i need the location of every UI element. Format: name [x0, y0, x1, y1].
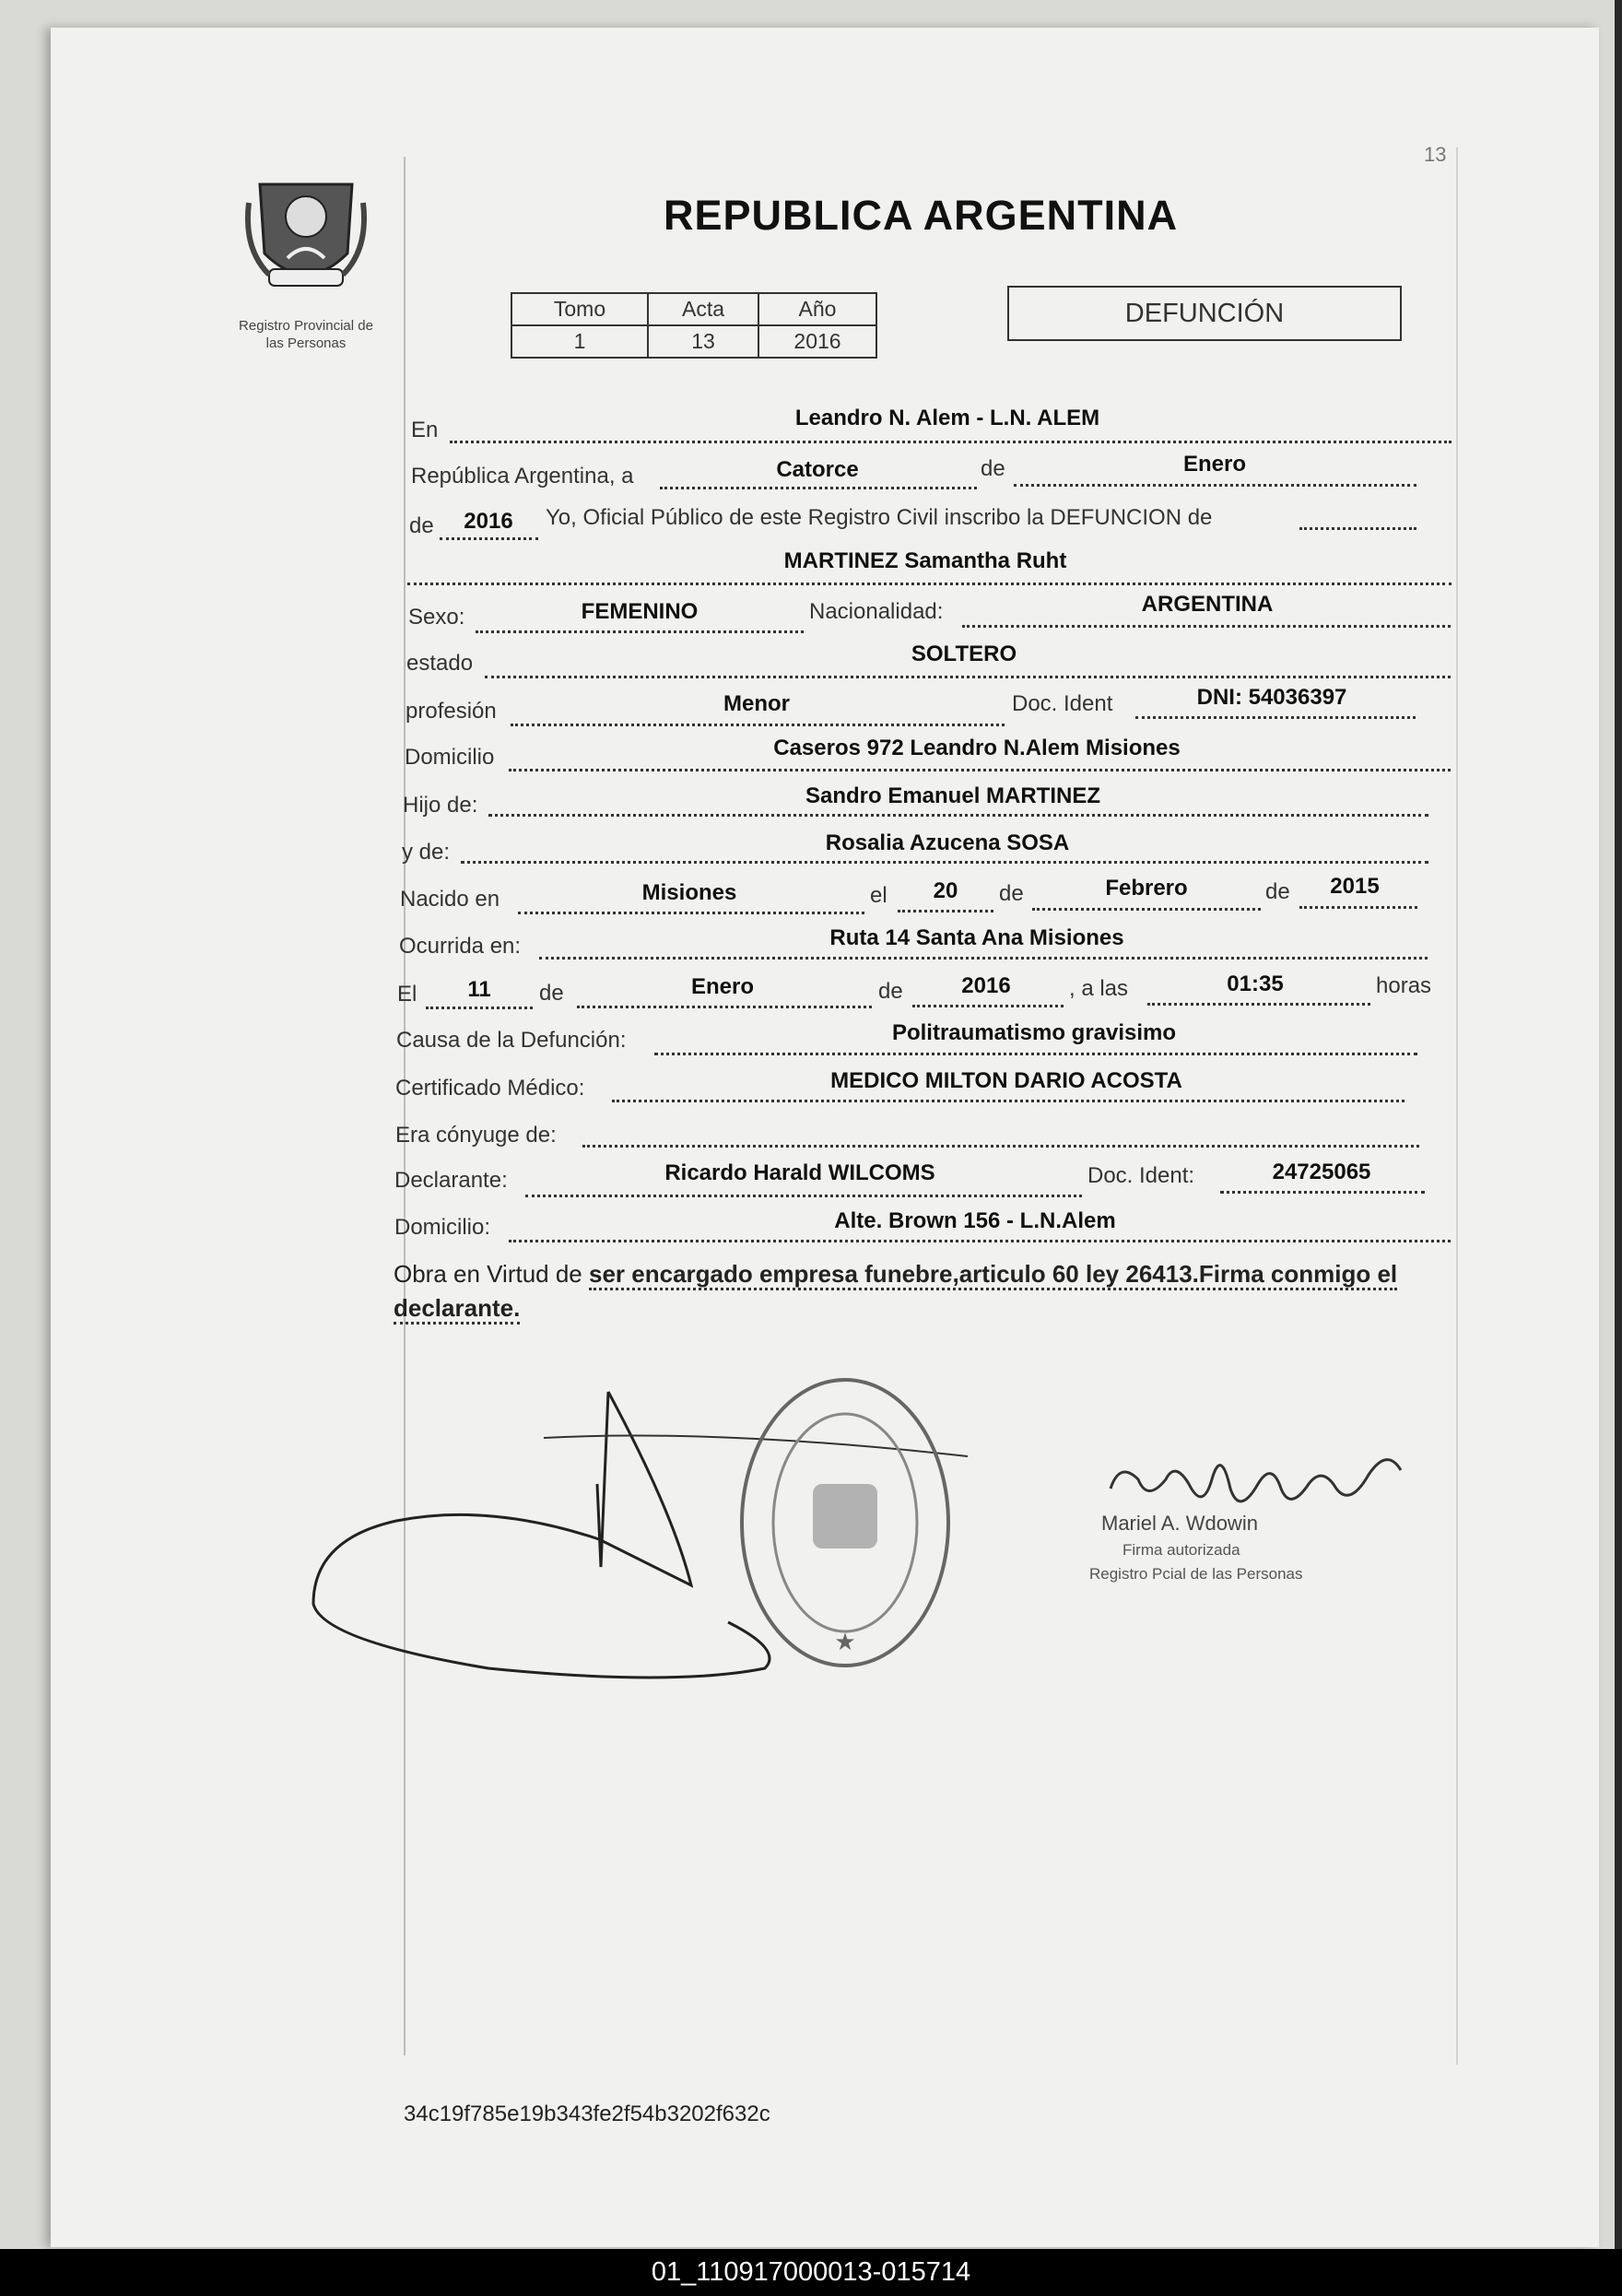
anio-value: 2016 — [758, 325, 876, 358]
record-type-box: DEFUNCIÓN — [1007, 286, 1402, 341]
de-label-2: de — [409, 513, 434, 538]
crest-caption — [214, 317, 398, 352]
sexo-value: FEMENINO — [581, 599, 699, 624]
declarante-value: Ricardo Harald WILCOMS — [664, 1160, 935, 1185]
def-anio-line — [912, 1005, 1064, 1007]
certificado-label: Certificado Médico: — [395, 1076, 585, 1101]
doc2-label: Doc. Ident: — [1087, 1163, 1195, 1188]
en-value: Leandro N. Alem - L.N. ALEM — [794, 406, 1100, 430]
hijo-line — [488, 814, 1428, 817]
de-label-1: de — [981, 456, 1005, 481]
acta-header: Acta — [648, 293, 758, 325]
profesion-line — [511, 724, 1005, 726]
causa-label: Causa de la Defunción: — [396, 1028, 627, 1053]
certificado-value: MEDICO MILTON DARIO ACOSTA — [830, 1068, 1182, 1093]
declarante-line — [525, 1195, 1082, 1197]
obra-text-2: declarante. — [394, 1294, 520, 1325]
domicilio2-label: Domicilio: — [394, 1215, 491, 1240]
signature-name: Mariel A. Wdowin — [1101, 1512, 1258, 1535]
domicilio-value: Caseros 972 Leandro N.Alem Misiones — [773, 736, 1181, 760]
yde-label: y de: — [402, 840, 451, 865]
nac-dia-line — [898, 910, 993, 913]
document-hash: 34c19f785e19b343fe2f54b3202f632c — [404, 2102, 770, 2126]
causa-value: Politraumatismo gravisimo — [891, 1020, 1177, 1045]
el2-label: El — [397, 982, 417, 1007]
domicilio2-line — [509, 1240, 1451, 1242]
document-page — [51, 28, 1599, 2247]
acta-table — [511, 292, 877, 359]
def-hora-line — [1147, 1003, 1370, 1006]
hijo-label: Hijo de: — [403, 793, 478, 818]
domicilio-line — [509, 769, 1451, 771]
conyuge-label: Era cónyuge de: — [395, 1123, 557, 1148]
republica-label: República Argentina, a — [411, 464, 634, 489]
sexo-label: Sexo: — [408, 605, 465, 630]
anio-header: Año — [758, 293, 876, 325]
doc-ident-label: Doc. Ident — [1012, 691, 1113, 716]
def-dia-value: 11 — [467, 977, 491, 1002]
oficial-trailing-line — [1299, 527, 1416, 530]
de-label-4: de — [1265, 879, 1290, 904]
oficial-text: Yo, Oficial Público de este Registro Civil inscribo la DEFUNCION de — [546, 505, 1213, 530]
nac-dia-value: 20 — [933, 878, 958, 903]
def-mes-line — [577, 1006, 872, 1008]
ocurrida-label: Ocurrida en: — [399, 934, 522, 959]
signature-line3: Registro Pcial de las Personas — [1089, 1565, 1303, 1583]
estado-line — [485, 676, 1451, 678]
anio-line — [440, 537, 538, 540]
profesion-value: Menor — [723, 691, 790, 716]
dia-value: Catorce — [776, 457, 859, 482]
sexo-line — [476, 630, 804, 633]
def-mes-value: Enero — [690, 974, 755, 999]
mes-line — [1014, 484, 1416, 487]
official-stamp — [737, 1373, 954, 1673]
nombre-line — [407, 583, 1452, 585]
anio-value: 2016 — [464, 509, 513, 534]
doc-ident-value: DNI: 54036397 — [1196, 685, 1347, 710]
tomo-value: 1 — [511, 325, 648, 358]
domicilio2-value: Alte. Brown 156 - L.N.Alem — [834, 1208, 1116, 1233]
nacionalidad-line — [962, 625, 1451, 628]
yde-value: Rosalia Azucena SOSA — [825, 830, 1070, 855]
doc2-value: 24725065 — [1272, 1160, 1371, 1184]
nac-anio-line — [1299, 906, 1417, 909]
page-number: 13 — [1424, 143, 1447, 166]
domicilio-label: Domicilio — [405, 745, 495, 770]
doc2-line — [1220, 1191, 1425, 1194]
svg-text:★: ★ — [834, 1629, 856, 1656]
deceased-name: MARTINEZ Samantha Ruht — [783, 548, 1067, 573]
crest-caption-line1: Registro Provincial de — [239, 318, 373, 334]
nac-mes-value: Febrero — [1105, 876, 1188, 901]
ocurrida-value: Ruta 14 Santa Ana Misiones — [829, 925, 1124, 950]
de-label-3: de — [999, 881, 1024, 906]
en-line — [450, 441, 1452, 443]
profesion-label: profesión — [406, 699, 497, 724]
nacido-value: Misiones — [641, 880, 737, 905]
conyuge-line — [582, 1145, 1419, 1148]
def-hora-value: 01:35 — [1227, 971, 1284, 996]
mes-value: Enero — [1182, 452, 1247, 477]
obra-prefix: Obra en Virtud de — [394, 1260, 582, 1288]
crest-caption-line2: las Personas — [265, 336, 347, 351]
hijo-value: Sandro Emanuel MARTINEZ — [805, 783, 1101, 808]
nacido-line — [518, 912, 864, 914]
nac-mes-line — [1032, 908, 1261, 911]
nacionalidad-value: ARGENTINA — [1141, 592, 1274, 617]
dia-line — [660, 487, 977, 489]
yde-line — [461, 861, 1428, 864]
acta-value: 13 — [648, 325, 758, 358]
doc-ident-line — [1135, 716, 1416, 719]
alas-label: , a las — [1069, 976, 1129, 1001]
provincial-crest-logo — [241, 166, 370, 304]
el-label: el — [870, 883, 887, 908]
def-anio-value: 2016 — [961, 973, 1011, 998]
de-label-6: de — [878, 979, 903, 1004]
certificado-line — [612, 1100, 1405, 1102]
nacionalidad-label: Nacionalidad: — [809, 599, 944, 624]
causa-line — [654, 1053, 1417, 1055]
en-label: En — [411, 418, 439, 442]
estado-value: SOLTERO — [911, 642, 1017, 666]
right-margin-line — [1456, 147, 1458, 2065]
document-title: REPUBLICA ARGENTINA — [664, 192, 1179, 239]
ocurrida-line — [539, 957, 1428, 960]
obra-text: ser encargado empresa funebre,articulo 60 ley 26413.Firma conmigo el — [589, 1260, 1397, 1290]
nac-anio-value: 2015 — [1330, 874, 1380, 899]
tomo-header: Tomo — [511, 293, 648, 325]
left-margin-line — [404, 157, 406, 2055]
horas-label: horas — [1376, 973, 1432, 998]
footer-id-bar: 01_110917000013-015714 — [0, 2249, 1622, 2296]
obra-en-virtud — [394, 1257, 1453, 1325]
nacido-label: Nacido en — [400, 887, 500, 912]
signature-line2: Firma autorizada — [1122, 1541, 1240, 1559]
estado-label: estado — [406, 651, 474, 676]
de-label-5: de — [539, 981, 564, 1006]
declarante-label: Declarante: — [394, 1168, 508, 1193]
def-dia-line — [426, 1007, 533, 1009]
